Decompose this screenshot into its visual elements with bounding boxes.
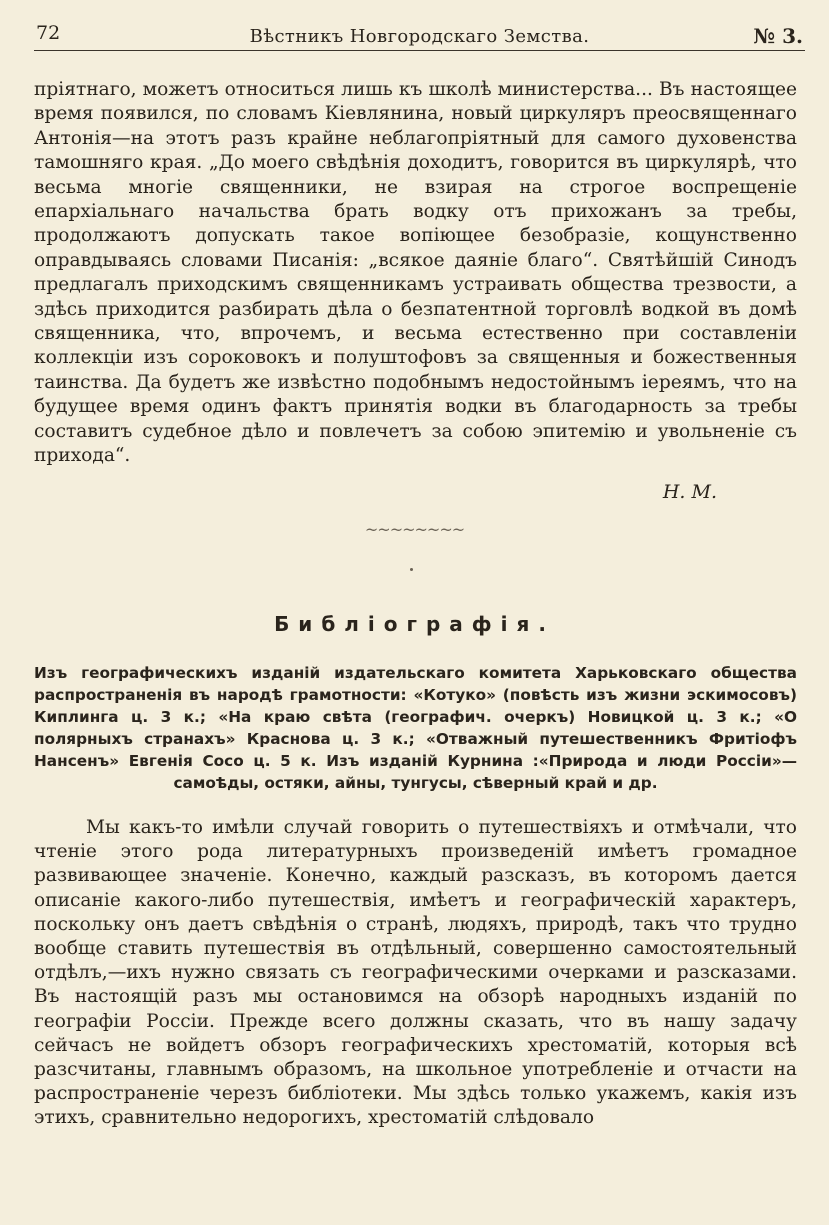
section-title: Библіографія. (274, 612, 555, 636)
separator-dot (410, 568, 413, 571)
page-number: 72 (36, 22, 61, 44)
review-paragraph: Мы какъ-то имѣли случай говорить о путешествіяхъ и отмѣчали, что чтеніе этого рода литературныхъ произведеній имѣетъ громадное развивающее значеніе. Конечно, каждый разсказъ, въ которомъ дается описаніе какого-либо путешествія, имѣетъ и географическій характеръ, поскольку онъ даетъ свѣдѣнія о странѣ, людяхъ, природѣ, такъ что трудно вообще ставить путешествія въ отдѣльный, совершенно самостоятельный отдѣлъ,—ихъ нужно связать съ географическими очерками и разсказами. Въ настоящій разъ мы остановимся на обзорѣ народныхъ изданій по географіи Россіи. Прежде всего должны сказать, что въ нашу задачу сейчасъ не войдетъ обзоръ географическихъ хрестоматій, которыя всѣ разсчитаны, главнымъ образомъ, на школьное употребленіе и отчасти на распространеніе черезъ библіотеки. Мы здѣсь только укажемъ, какія изъ этихъ, сравнительно недорогихъ, хрестоматій слѣдовало (34, 817, 797, 1129)
section-separator: ~~~~~~~~ (364, 520, 465, 539)
issue-number: № 3. (753, 24, 803, 48)
author-signature: Н. М. (662, 481, 717, 503)
page-header (34, 20, 805, 51)
review-text (34, 816, 797, 1131)
journal-title: Вѣстникъ Новгородскаго Земства. (249, 26, 590, 47)
article-end (34, 78, 797, 469)
article-paragraph: пріятнаго, можетъ относиться лишь къ школѣ министерства... Въ настоящее время появился, по словамъ Кіевлянина, новый циркуляръ преосвященнаго Антонія—на этотъ разъ крайне неблагопріятный для самого духовенства тамошняго края. „До моего свѣдѣнія доходитъ, говорится въ циркулярѣ, что весьма многіе священники, не взирая на строгое воспрещеніе епархіальнаго начальства брать водку отъ прихожанъ за требы, продолжаютъ допускать такое вопіющее безобразіе, кощунственно оправдываясь словами Писанія: „всякое даяніе благо“. Святѣйшій Синодъ предлагалъ приходскимъ священникамъ устраивать общества трезвости, а здѣсь приходится разбирать дѣла о безпатентной торговлѣ водкой въ домѣ священника, что, впрочемъ, и весьма естественно при составленіи коллекціи изъ сороковокъ и полуштофовъ за священныя и божественныя таинства. Да будетъ же извѣстно подобнымъ недостойнымъ іереямъ, что на будущее время одинъ фактъ принятія водки въ благодарность за требы составитъ судебное дѣло и повлечетъ за собою эпитемію и увольненіе съ прихода“. (34, 79, 797, 467)
bibliography-header: Изъ географическихъ изданій издательскаго комитета Харьковскаго общества распространенія въ народѣ грамотности: «Котуко» (повѣсть изъ жизни эскимосовъ) Киплинга ц. 3 к.; «На краю свѣта (географич. очеркъ) Новицкой ц. 3 к.; «О полярныхъ странахъ» Краснова ц. 3 к.; «Отважный путешественникъ Фритіофъ Нансенъ» Евгенія Сосо ц. 5 к. Изъ изданій Курнина :«Природа и люди Россіи»—самоѣды, остяки, айны, тунгусы, сѣверный край и др. (34, 664, 797, 792)
